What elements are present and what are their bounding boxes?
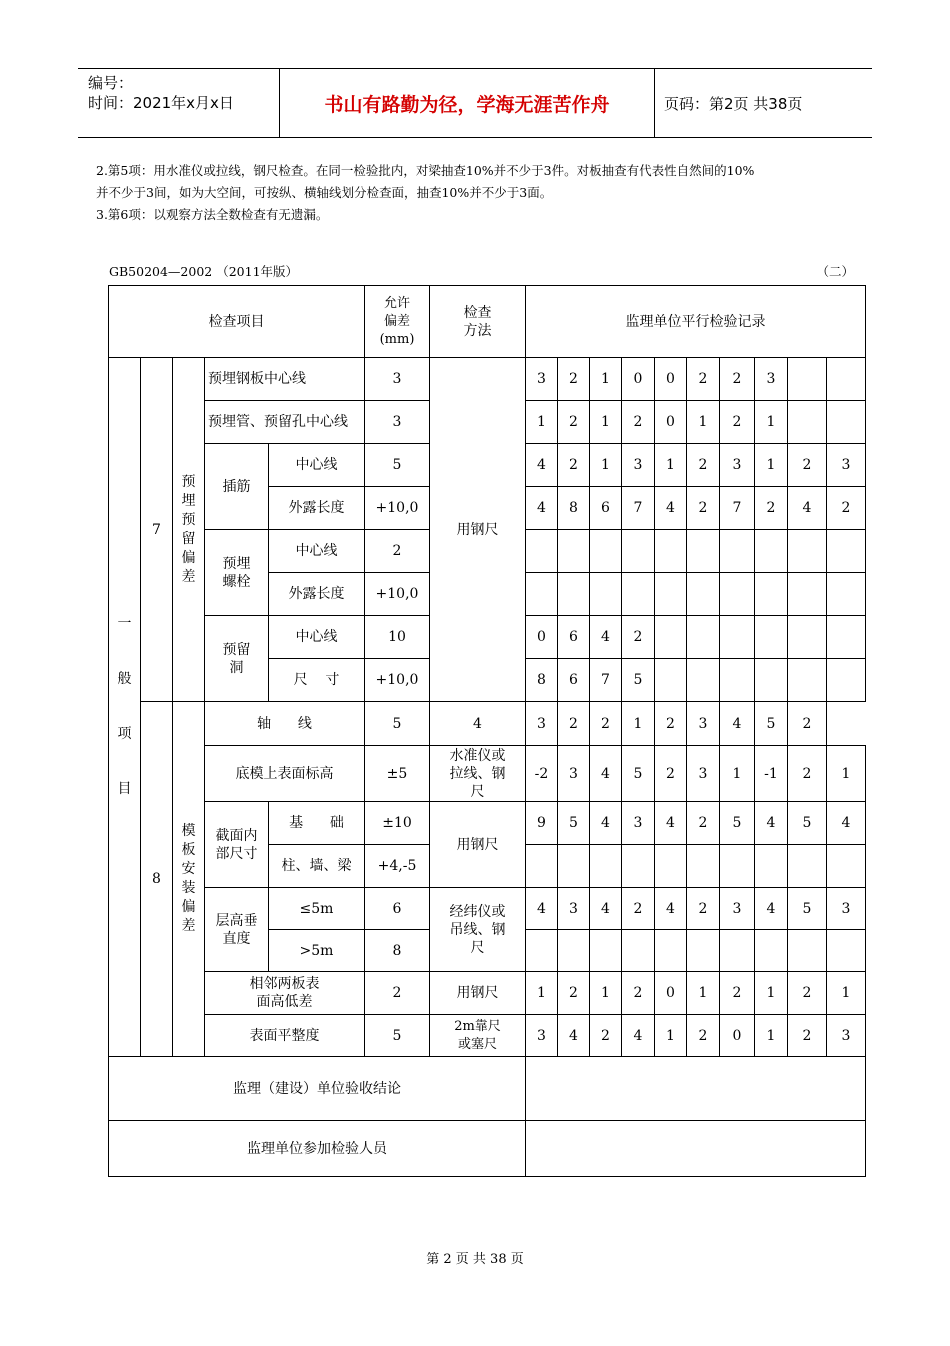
header-item: 检查项目 xyxy=(109,286,365,358)
record-cell: 9 xyxy=(526,802,558,845)
record-cell: 2 xyxy=(788,1015,827,1057)
record-cell: 2 xyxy=(558,972,590,1015)
subgroup-label: 层高垂直度 xyxy=(205,888,269,972)
record-cell xyxy=(755,530,788,573)
record-cell: 1 xyxy=(827,972,866,1015)
record-cell: 4 xyxy=(526,444,558,487)
record-cell: 6 xyxy=(558,616,590,659)
record-cell: 3 xyxy=(720,888,755,930)
record-cell: 7 xyxy=(590,659,622,702)
row-label: 底模上表面标高 xyxy=(205,746,365,802)
record-cell: 2 xyxy=(788,702,827,746)
record-cell: 2 xyxy=(558,702,590,746)
record-cell: 2 xyxy=(558,444,590,487)
row-label: 预埋钢板中心线 xyxy=(205,358,365,401)
record-cell: 4 xyxy=(430,702,526,746)
note-line: 2.第5项：用水准仪或拉线，钢尺检查。在同一检验批内，对梁抽查10%并不少于3件。对板抽查有代表性自然间的10% xyxy=(96,163,755,178)
row-tolerance: ±10 xyxy=(365,802,430,845)
record-cell: 8 xyxy=(558,487,590,530)
record-cell: 4 xyxy=(558,1015,590,1057)
record-cell: 4 xyxy=(755,802,788,845)
record-cell: 0 xyxy=(622,358,655,401)
record-cell: 2 xyxy=(590,702,622,746)
note-line: 3.第6项：以观察方法全数检查有无遗漏。 xyxy=(96,207,329,222)
record-cell: 2 xyxy=(788,972,827,1015)
record-cell: 1 xyxy=(827,746,866,802)
record-cell xyxy=(720,530,755,573)
record-cell: 4 xyxy=(590,616,622,659)
row-tolerance: +10,0 xyxy=(365,487,430,530)
item8-title: 模板安装偏差 xyxy=(173,702,205,1057)
record-cell: 1 xyxy=(755,972,788,1015)
record-cell xyxy=(687,659,720,702)
record-cell: 0 xyxy=(720,1015,755,1057)
record-cell: 0 xyxy=(655,972,687,1015)
record-cell xyxy=(827,573,866,616)
item7-no: 7 xyxy=(141,358,173,702)
record-cell: 2 xyxy=(622,401,655,444)
number-label: 编号： xyxy=(88,74,134,92)
table-row xyxy=(109,746,866,802)
record-cell: 2 xyxy=(655,746,687,802)
record-cell: 1 xyxy=(590,358,622,401)
row-label: 相邻两板表面高低差 xyxy=(205,972,365,1015)
record-cell: 2 xyxy=(687,358,720,401)
record-cell xyxy=(558,930,590,972)
notes xyxy=(96,160,866,226)
row-label: 中心线 xyxy=(269,616,365,659)
record-cell xyxy=(788,573,827,616)
record-cell: 7 xyxy=(720,487,755,530)
record-cell: 1 xyxy=(526,401,558,444)
record-cell xyxy=(827,358,866,401)
row-label: 外露长度 xyxy=(269,487,365,530)
row-label: 中心线 xyxy=(269,530,365,573)
record-cell xyxy=(558,573,590,616)
record-cell: -1 xyxy=(755,746,788,802)
table-row xyxy=(109,972,866,1015)
record-cell: 4 xyxy=(655,487,687,530)
record-cell xyxy=(622,530,655,573)
time-label: 时间：2021年x月x日 xyxy=(88,94,234,112)
record-cell: 1 xyxy=(590,444,622,487)
inspector-field[interactable] xyxy=(526,1121,866,1177)
record-cell: 2 xyxy=(755,487,788,530)
record-cell xyxy=(655,659,687,702)
record-cell: 1 xyxy=(526,972,558,1015)
record-cell: 2 xyxy=(622,888,655,930)
item7-title: 预埋预留偏差 xyxy=(173,358,205,702)
record-cell xyxy=(788,401,827,444)
record-cell xyxy=(526,530,558,573)
record-cell xyxy=(558,530,590,573)
record-cell: 8 xyxy=(526,659,558,702)
record-cell: 1 xyxy=(590,401,622,444)
record-cell: 2 xyxy=(720,972,755,1015)
record-cell: 1 xyxy=(687,401,720,444)
record-cell xyxy=(755,659,788,702)
record-cell: 3 xyxy=(687,702,720,746)
record-cell: 4 xyxy=(590,888,622,930)
record-cell: 3 xyxy=(558,746,590,802)
record-cell: 0 xyxy=(655,401,687,444)
method-ruler-2: 用钢尺 xyxy=(430,802,526,888)
row-tolerance: 5 xyxy=(365,444,430,487)
table-row xyxy=(109,888,866,930)
table-row xyxy=(109,358,866,401)
record-cell xyxy=(755,845,788,888)
row-label: >5m xyxy=(269,930,365,972)
row-tolerance: +4,-5 xyxy=(365,845,430,888)
row-label: ≤5m xyxy=(269,888,365,930)
record-cell xyxy=(687,573,720,616)
record-cell: 1 xyxy=(687,972,720,1015)
record-cell: 2 xyxy=(622,616,655,659)
record-cell: 3 xyxy=(622,444,655,487)
row-method: 水准仪或拉线、钢尺 xyxy=(430,746,526,802)
record-cell: 4 xyxy=(526,487,558,530)
record-cell: 2 xyxy=(687,444,720,487)
record-cell: 1 xyxy=(755,401,788,444)
record-cell: 4 xyxy=(622,1015,655,1057)
record-cell: 4 xyxy=(827,802,866,845)
note-line: 并不少于3间，如为大空间，可按纵、横轴线划分检查面，抽查10%并不少于3面。 xyxy=(96,185,553,200)
record-cell xyxy=(720,930,755,972)
inspector-row xyxy=(109,1121,866,1177)
record-cell: 1 xyxy=(655,444,687,487)
record-cell xyxy=(622,845,655,888)
table-row xyxy=(109,802,866,845)
record-cell: 4 xyxy=(590,746,622,802)
header-records: 监理单位平行检验记录 xyxy=(526,286,866,358)
record-cell: 3 xyxy=(526,358,558,401)
record-cell xyxy=(788,659,827,702)
record-cell xyxy=(687,530,720,573)
record-cell: 2 xyxy=(788,746,827,802)
record-cell: 4 xyxy=(655,802,687,845)
record-cell: 5 xyxy=(622,746,655,802)
record-cell: 4 xyxy=(720,702,755,746)
record-cell: 4 xyxy=(526,888,558,930)
record-cell: 3 xyxy=(827,888,866,930)
record-cell xyxy=(827,616,866,659)
row-label: 轴 线 xyxy=(205,702,365,746)
row-tolerance: 10 xyxy=(365,616,430,659)
inspector-label: 监理单位参加检验人员 xyxy=(109,1121,526,1177)
row-tolerance: 5 xyxy=(365,702,430,746)
method-ruler: 用钢尺 xyxy=(430,358,526,702)
row-tolerance: +10,0 xyxy=(365,659,430,702)
record-cell: 4 xyxy=(590,802,622,845)
document-header xyxy=(78,68,872,138)
row-tolerance: 3 xyxy=(365,358,430,401)
record-cell xyxy=(827,530,866,573)
record-cell xyxy=(827,845,866,888)
row-label: 基 础 xyxy=(269,802,365,845)
record-cell xyxy=(590,845,622,888)
record-cell: 2 xyxy=(655,702,687,746)
record-cell: 2 xyxy=(720,401,755,444)
record-cell: 1 xyxy=(720,746,755,802)
record-cell: 5 xyxy=(755,702,788,746)
record-cell xyxy=(827,401,866,444)
record-cell: 3 xyxy=(526,702,558,746)
record-cell xyxy=(788,530,827,573)
table-header-row xyxy=(109,286,866,358)
row-tolerance: 2 xyxy=(365,972,430,1015)
record-cell: 1 xyxy=(590,972,622,1015)
record-cell xyxy=(526,573,558,616)
row-tolerance: 8 xyxy=(365,930,430,972)
standard-code: GB50204—2002 （2011年版） xyxy=(109,264,299,279)
record-cell: 6 xyxy=(590,487,622,530)
record-cell: 3 xyxy=(687,746,720,802)
record-cell xyxy=(687,616,720,659)
record-cell xyxy=(788,358,827,401)
record-cell xyxy=(655,530,687,573)
record-cell: 1 xyxy=(755,444,788,487)
record-cell: -2 xyxy=(526,746,558,802)
page-footer: 第 2 页 共 38 页 xyxy=(426,1252,524,1267)
subgroup-label: 截面内部尺寸 xyxy=(205,802,269,888)
record-cell: 4 xyxy=(788,487,827,530)
row-tolerance: +10,0 xyxy=(365,573,430,616)
record-cell: 2 xyxy=(622,972,655,1015)
record-cell xyxy=(590,530,622,573)
inspection-table xyxy=(108,285,866,1177)
row-label: 尺 寸 xyxy=(269,659,365,702)
record-cell xyxy=(720,573,755,616)
header-tolerance: 允许偏差(mm) xyxy=(365,286,430,358)
record-cell xyxy=(788,930,827,972)
group-label: 一般项目 xyxy=(109,358,141,1057)
record-cell: 3 xyxy=(558,888,590,930)
conclusion-field[interactable] xyxy=(526,1057,866,1121)
subgroup-label: 预留洞 xyxy=(205,616,269,702)
record-cell: 3 xyxy=(526,1015,558,1057)
record-cell xyxy=(720,845,755,888)
record-cell xyxy=(755,573,788,616)
record-cell: 3 xyxy=(827,1015,866,1057)
record-cell: 2 xyxy=(558,401,590,444)
conclusion-label: 监理（建设）单位验收结论 xyxy=(109,1057,526,1121)
record-cell xyxy=(720,659,755,702)
row-method: 2m靠尺或塞尺 xyxy=(430,1015,526,1057)
record-cell xyxy=(827,659,866,702)
section-label: （二） xyxy=(816,264,854,279)
record-cell: 5 xyxy=(720,802,755,845)
subgroup-label: 插筋 xyxy=(205,444,269,530)
record-cell: 2 xyxy=(558,358,590,401)
record-cell: 3 xyxy=(755,358,788,401)
row-label: 预埋管、预留孔中心线 xyxy=(205,401,365,444)
record-cell: 2 xyxy=(788,444,827,487)
record-cell: 1 xyxy=(755,1015,788,1057)
row-tolerance: 2 xyxy=(365,530,430,573)
row-label: 中心线 xyxy=(269,444,365,487)
record-cell: 0 xyxy=(526,616,558,659)
record-cell: 4 xyxy=(755,888,788,930)
record-cell: 4 xyxy=(655,888,687,930)
row-tolerance: ±5 xyxy=(365,746,430,802)
record-cell: 1 xyxy=(655,1015,687,1057)
row-tolerance: 5 xyxy=(365,1015,430,1057)
subgroup-label: 预埋螺栓 xyxy=(205,530,269,616)
record-cell: 0 xyxy=(655,358,687,401)
record-cell: 2 xyxy=(687,1015,720,1057)
record-cell xyxy=(788,616,827,659)
record-cell xyxy=(755,930,788,972)
record-cell: 2 xyxy=(827,487,866,530)
record-cell xyxy=(622,573,655,616)
record-cell xyxy=(590,930,622,972)
record-cell: 2 xyxy=(720,358,755,401)
record-cell: 2 xyxy=(590,1015,622,1057)
record-cell: 5 xyxy=(788,802,827,845)
record-cell xyxy=(687,930,720,972)
record-cell: 6 xyxy=(558,659,590,702)
record-cell xyxy=(590,573,622,616)
record-cell xyxy=(526,845,558,888)
record-cell: 3 xyxy=(622,802,655,845)
record-cell: 3 xyxy=(827,444,866,487)
header-page-info: 页码：第2页 共38页 xyxy=(664,94,803,113)
record-cell xyxy=(655,616,687,659)
record-cell: 5 xyxy=(622,659,655,702)
record-cell xyxy=(558,845,590,888)
record-cell xyxy=(526,930,558,972)
row-tolerance: 3 xyxy=(365,401,430,444)
table-row xyxy=(109,702,866,746)
record-cell: 2 xyxy=(687,487,720,530)
record-cell: 7 xyxy=(622,487,655,530)
row-tolerance: 6 xyxy=(365,888,430,930)
record-cell: 2 xyxy=(687,802,720,845)
record-cell xyxy=(827,930,866,972)
header-method: 检查方法 xyxy=(430,286,526,358)
record-cell xyxy=(788,845,827,888)
row-label: 柱、墙、梁 xyxy=(269,845,365,888)
row-label: 外露长度 xyxy=(269,573,365,616)
conclusion-row xyxy=(109,1057,866,1121)
table-row xyxy=(109,1015,866,1057)
header-motto: 书山有路勤为径，学海无涯苦作舟 xyxy=(280,69,655,137)
record-cell xyxy=(655,845,687,888)
record-cell xyxy=(687,845,720,888)
record-cell xyxy=(720,616,755,659)
record-cell: 2 xyxy=(687,888,720,930)
record-cell xyxy=(622,930,655,972)
record-cell: 3 xyxy=(720,444,755,487)
record-cell: 5 xyxy=(788,888,827,930)
method-theodolite: 经纬仪或吊线、钢尺 xyxy=(430,888,526,972)
record-cell: 5 xyxy=(558,802,590,845)
item8-no: 8 xyxy=(141,702,173,1057)
record-cell: 1 xyxy=(622,702,655,746)
record-cell xyxy=(755,616,788,659)
row-label: 表面平整度 xyxy=(205,1015,365,1057)
record-cell xyxy=(655,573,687,616)
record-cell xyxy=(655,930,687,972)
row-method: 用钢尺 xyxy=(430,972,526,1015)
header-meta xyxy=(78,69,280,137)
